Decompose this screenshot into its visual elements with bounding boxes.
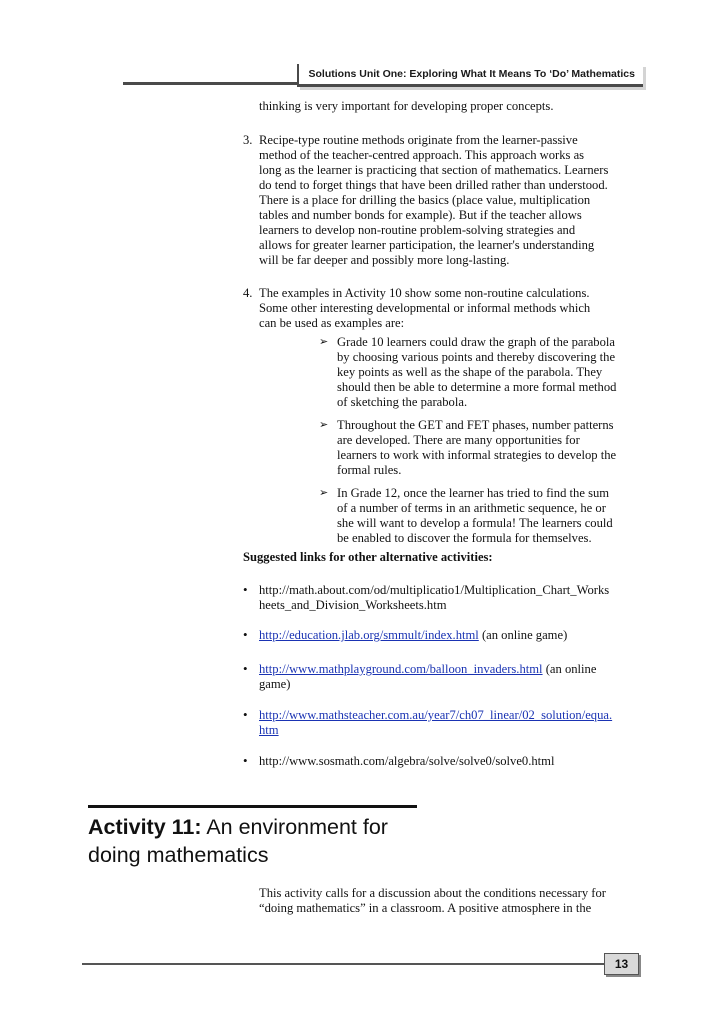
paragraph-line: There is a place for drilling the basics (place value, multiplication [259, 193, 591, 207]
paragraph-line: method of the teacher-centred approach. This approach works as [259, 148, 585, 162]
link-education-jlab[interactable]: http://education.jlab.org/smmult/index.html [259, 628, 479, 642]
bullet-icon: • [243, 627, 248, 642]
bullet-icon: • [243, 661, 248, 676]
link-mathplayground[interactable]: http://www.mathplayground.com/balloon_invaders.html [259, 662, 543, 676]
bullet-icon: • [243, 753, 248, 768]
page-number: 13 [604, 953, 639, 975]
list-item [259, 662, 596, 676]
arrow-bullet-icon: ➢ [319, 487, 329, 499]
item-number: 4. [243, 286, 253, 300]
activity-heading [88, 813, 388, 869]
activity-title-line2: doing mathematics [88, 843, 269, 867]
paragraph-line: can be used as examples are: [259, 316, 405, 330]
paragraph-line: Some other interesting developmental or informal methods which [259, 301, 591, 315]
activity-title: An environment for [201, 815, 388, 839]
link-text[interactable]: http://www.sosmath.com/algebra/solve/solve0/solve0.html [259, 754, 555, 768]
subitem-line: Throughout the GET and FET phases, number patterns [337, 418, 614, 432]
paragraph-line: Recipe-type routine methods originate from the learner-passive [259, 133, 578, 147]
paragraph-line: allows for greater learner participation, the learner's understanding [259, 238, 595, 252]
paragraph-line: will be far deeper and possibly more long-lasting. [259, 253, 510, 267]
paragraph-line: tables and number bonds for example). But if the teacher allows [259, 208, 582, 222]
footer-rule [82, 963, 605, 965]
links-heading: Suggested links for other alternative activities: [243, 550, 493, 564]
activity-rule [88, 805, 417, 808]
link-note: game) [259, 677, 291, 691]
item-number: 3. [243, 133, 253, 147]
subitem-line: Grade 10 learners could draw the graph of the parabola [337, 335, 615, 349]
bullet-icon: • [243, 582, 248, 597]
header-rule [123, 82, 298, 85]
subitem-line: of a number of terms in an arithmetic sequence, he or [337, 501, 606, 515]
subitem-line: by choosing various points and thereby discovering the [337, 350, 616, 364]
paragraph-line: learners to develop non-routine problem-solving strategies and [259, 223, 576, 237]
link-text[interactable]: http://math.about.com/od/multiplicatio1/Multiplication_Chart_Works [259, 583, 610, 597]
subitem-line: are developed. There are many opportunities for [337, 433, 580, 447]
bullet-icon: • [243, 707, 248, 722]
subitem-line: be enabled to discover the formula for themselves. [337, 531, 592, 545]
running-header-title: Solutions Unit One: Exploring What It Means To ‘Do’ Mathematics [308, 68, 635, 80]
subitem-line: should then be able to determine a more formal method [337, 380, 617, 394]
intro-line: thinking is very important for developing proper concepts. [259, 99, 554, 113]
arrow-bullet-icon: ➢ [319, 336, 329, 348]
link-mathsteacher[interactable]: http://www.mathsteacher.com.au/year7/ch07_linear/02_solution/equa. [259, 708, 613, 722]
link-text[interactable]: heets_and_Division_Worksheets.htm [259, 598, 447, 612]
paragraph-line: The examples in Activity 10 show some non-routine calculations. [259, 286, 590, 300]
list-item [259, 628, 567, 642]
subitem-line: of sketching the parabola. [337, 395, 468, 409]
link-note: (an online game) [478, 628, 568, 642]
subitem-line: learners to work with informal strategies to develop the [337, 448, 617, 462]
subitem-line: key points as well as the shape of the parabola. They [337, 365, 603, 379]
link-mathsteacher-cont[interactable]: htm [259, 723, 279, 737]
activity-body-line: This activity calls for a discussion about the conditions necessary for [259, 886, 606, 900]
subitem-line: formal rules. [337, 463, 402, 477]
paragraph-line: do tend to forget things that have been drilled rather than understood. [259, 178, 608, 192]
paragraph-line: long as the learner is practicing that section of mathematics. Learners [259, 163, 609, 177]
activity-label: Activity 11: [88, 815, 202, 839]
activity-body-line: “doing mathematics” in a classroom. A positive atmosphere in the [259, 901, 592, 915]
arrow-bullet-icon: ➢ [319, 419, 329, 431]
header-box [297, 64, 643, 87]
subitem-line: she will want to develop a formula! The learners could [337, 516, 613, 530]
link-note: (an online [542, 662, 597, 676]
subitem-line: In Grade 12, once the learner has tried to find the sum [337, 486, 610, 500]
